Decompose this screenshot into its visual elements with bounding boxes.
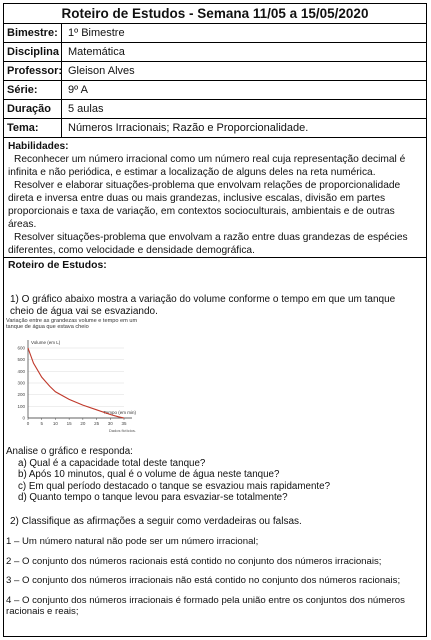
x-tick-label: 20 — [80, 421, 86, 426]
roteiro-heading: Roteiro de Estudos: — [8, 260, 107, 271]
analysis-block — [6, 446, 330, 504]
question-1-text: 1) O gráfico abaixo mostra a variação do volume conforme o tempo em que um tanque cheio de água vai se esvaziando. — [10, 294, 396, 317]
statements-list — [6, 536, 418, 626]
analysis-item: c) Em qual período destacado o tanque se esvaziou mais rapidamente? — [18, 480, 331, 492]
info-row-disciplina — [4, 43, 426, 62]
info-value: 5 aulas — [68, 103, 104, 115]
analysis-item: b) Após 10 minutos, qual é o volume de água neste tanque? — [18, 469, 280, 481]
question-2-text: 2) Classifique as afirmações a seguir como verdadeiras ou falsas. — [10, 516, 302, 527]
x-tick-label: 35 — [121, 421, 127, 426]
info-label: Professor: — [4, 62, 62, 80]
x-tick-label: 15 — [66, 421, 72, 426]
y-axis-label: Volume (em L) — [31, 340, 61, 345]
x-tick-label: 30 — [107, 421, 113, 426]
y-tick-label: 500 — [17, 357, 25, 363]
x-axis-label: Tempo (em min) — [103, 410, 136, 415]
habilidade-paragraph: Reconhecer um número irracional como um número real cuja representação decimal é infinita e não periódica, e estimar a localização de alguns deles na reta numérica. — [8, 154, 406, 178]
info-value: 9º A — [68, 84, 88, 96]
info-label: Bimestre: — [4, 24, 62, 42]
info-label: Tema: — [4, 119, 62, 137]
analysis-item: d) Quanto tempo o tanque levou para esvaziar-se totalmente? — [18, 492, 288, 504]
statement-item: 4 – O conjunto dos números irracionais é formado pela união entre os conjuntos dos números racionais e reais; — [6, 594, 405, 617]
habilidades-section — [4, 138, 426, 258]
habilidade-paragraph: Resolver situações-problema que envolvam a razão entre duas grandezas de espécies diferentes, como velocidade e densidade demográfica. — [8, 232, 408, 256]
x-tick-label: 5 — [40, 421, 43, 426]
x-tick-label: 25 — [94, 421, 100, 426]
info-row-bimestre — [4, 24, 426, 43]
info-value: Gleison Alves — [68, 65, 135, 77]
info-row-professor — [4, 62, 426, 81]
info-label: Duração — [4, 100, 62, 118]
chart-title: Variação entre as grandezas volume e tempo em um tanque de água que estava cheio — [6, 318, 138, 330]
y-tick-label: 300 — [17, 380, 25, 386]
x-tick-label: 0 — [26, 421, 30, 426]
y-tick-label: 0 — [22, 415, 25, 421]
chart-credit: Dados fictícios. — [108, 428, 136, 433]
y-tick-label: 600 — [17, 345, 25, 351]
habilidade-paragraph: Resolver e elaborar situações-problema que envolvam relações de proporcionalidade direta e inversa entre duas ou mais grandezas, inclusive escalas, divisão em partes proporcionais e taxa de variação, em contextos socioculturais, ambientais e de outras áreas. — [8, 180, 401, 230]
analysis-item: a) Qual é a capacidade total deste tanque? — [18, 457, 206, 469]
statement-item: 2 – O conjunto dos números racionais está contido no conjunto dos números irracionais; — [6, 555, 382, 567]
info-row-serie — [4, 81, 426, 100]
info-label: Disciplina — [4, 43, 62, 61]
statement-item: 3 – O conjunto dos números irracionais não está contido no conjunto dos números racionais; — [6, 575, 401, 586]
info-row-tema — [4, 119, 426, 138]
roteiro-section — [4, 258, 426, 273]
info-value: 1º Bimestre — [68, 27, 125, 39]
analysis-intro: Analise o gráfico e responda: — [6, 446, 133, 457]
volume-time-chart — [6, 318, 144, 438]
statement-item: 1 – Um número natural não pode ser um número irracional; — [6, 536, 259, 547]
info-label: Série: — [4, 81, 62, 99]
chart-svg — [6, 330, 144, 438]
info-value: Matemática — [68, 46, 125, 58]
y-tick-label: 200 — [17, 392, 25, 398]
info-value: Números Irracionais; Razão e Proporcionalidade. — [68, 122, 309, 134]
x-tick-label: 10 — [52, 421, 58, 426]
habilidades-heading: Habilidades: — [8, 141, 69, 152]
info-row-duracao — [4, 100, 426, 119]
y-tick-label: 400 — [17, 368, 25, 374]
y-tick-label: 100 — [17, 403, 25, 409]
page-title: Roteiro de Estudos - Semana 11/05 a 15/05/2020 — [4, 4, 426, 24]
